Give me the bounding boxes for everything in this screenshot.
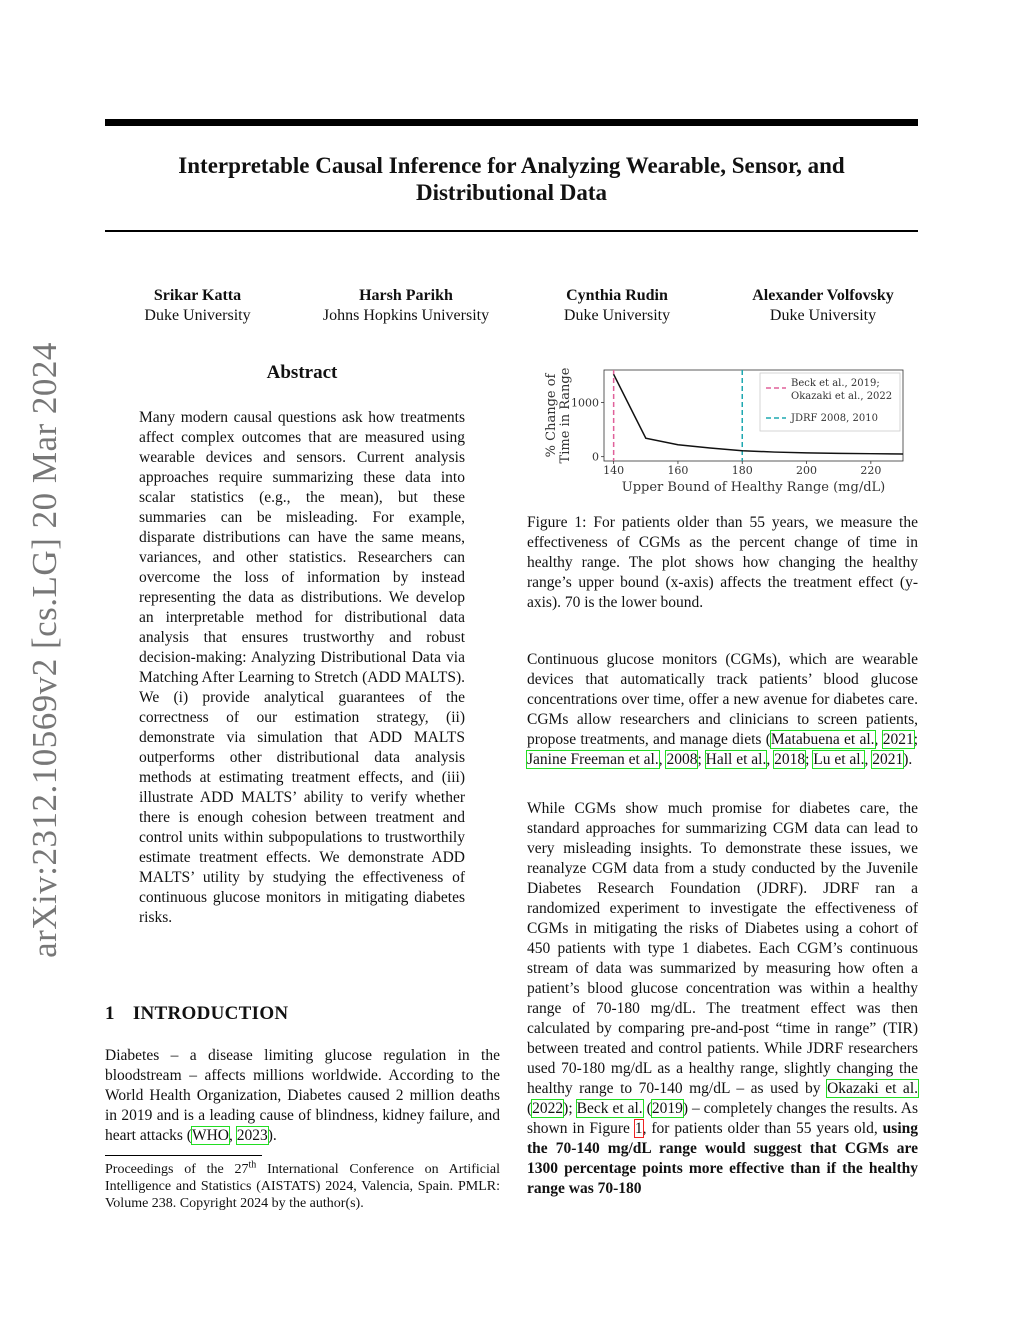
abstract-text: Many modern causal questions ask how treatments affect complex outcomes that are measured using wearable devices and sensors. Current analysis approaches require summarizing these data into scalar statistics (e.g., the mean), but these summaries can be misleading. For example, disparate distributions can have the same means, variances, and other statistics. Researchers can overcome the loss of information by instead representing the data as distributions. We develop an interpretable method for distributional data analysis that ensures trustworthy and robust decision-making: Analyzing Distributional Data via Matching After Learning to Stretch (ADD MALTS). We (i) provide analytical guarantees of the correctness of our estimation strategy, (ii) demonstrate via simulation that ADD MALTS outperforms other distributional data analysis methods at estimating treatment effects, and (iii) illustrate ADD MALTS’ ability to verify whether there is enough cohesion between treatment and control units within subpopulations to trustworthily estimate treatment effects. We demonstrate ADD MALTS’ utility by studying the effectiveness of continuous glucose monitors in mitigating diabetes risks.: [139, 409, 465, 926]
citation-freeman[interactable]: Janine Freeman et al.: [527, 751, 659, 768]
footnote-rule: [105, 1155, 262, 1156]
citation-freeman-year[interactable]: 2008: [666, 751, 698, 768]
legend-label: JDRF 2008, 2010: [791, 413, 878, 424]
author-1: Srikar Katta Duke University: [144, 287, 251, 324]
citation-okazaki[interactable]: Okazaki et al.: [827, 1080, 918, 1097]
author-2: Harsh Parikh Johns Hopkins University: [322, 287, 490, 324]
y-axis-label-line1: % Change of: [544, 373, 559, 458]
cgm-paragraph-2: While CGMs show much promise for diabetes care, the standard approaches for summarizing CGM data can lead to very misleading insights. To demonstrate these issues, we reanalyze CGM data from a study conducted by the Juvenile Diabetes Research Foundation (JDRF). JDRF ran a randomized experiment to investigate the effectiveness of CGMs in mitigating the risks of Diabetes using a cohort of 450 patients with type 1 diabetes. Each CGM’s continuous stream of data was summarized by measuring how often a patient’s blood glucose concentration was within a healthy range of 70-180 mg/dL. The treatment effect was then calculated by comparing pre-and-post “time in range” (TIR) between treated and control patients. While JDRF researchers used 70-180 mg/dL as a healthy range, slightly changing the healthy range to 70-140 mg/dL – as used by Okazaki et al. (2022); Beck et al. (2019) – completely changes the results. As shown in Figure 1, for patients older than 55 years old, using the 70-140 mg/dL range would suggest that CGMs are 1300 percentage points more effective than if the healthy range was 70-180: [527, 800, 919, 1197]
author-4: Alexander Volfovsky Duke University: [752, 287, 894, 324]
citation-beck-year[interactable]: 2019: [651, 1100, 683, 1117]
cgm-paragraph-1: Continuous glucose monitors (CGMs), which are wearable devices that automatically track patients’ blood glucose concentrations over time, offer a new avenue for diabetes care. CGMs allow researchers and clinicians to screen patients, propose treatments, and manage diets (Matabuena et al., 2021; Janine Freeman et al., 2008; Hall et al., 2018; Lu et al., 2021).: [527, 651, 918, 768]
legend-label: Okazaki et al., 2022: [791, 391, 893, 402]
introduction-text: Diabetes – a disease limiting glucose regulation in the bloodstream – affects millions worldwide. According to the World Health Organization, Diabetes caused 2 million deaths in 2019 and is a leading cause of blindness, kidney failure, and heart attacks (WHO, 2023).: [105, 1047, 500, 1144]
author-3: Cynthia Rudin Duke University: [563, 287, 671, 324]
citation-okazaki-year[interactable]: 2022: [532, 1100, 564, 1117]
citation-matabuena[interactable]: Matabuena et al.: [770, 731, 875, 748]
x-tick-label: 160: [667, 464, 689, 477]
legend-label: Beck et al., 2019;: [791, 378, 880, 389]
citation-lu[interactable]: Lu et al.: [813, 751, 865, 768]
paper-title: Interpretable Causal Inference for Analyzing Wearable, Sensor, and Distributional Data: [178, 153, 845, 205]
title-bottom-rule: [105, 230, 918, 232]
citation-matabuena-year[interactable]: 2021: [882, 731, 914, 748]
figure-1-caption: Figure 1: For patients older than 55 years, we measure the effectiveness of CGMs as the percent change of time in healthy range. The plot shows how changing the healthy range’s upper bound (x-axis) affects the treatment effect (y-axis). 70 is the lower bound.: [527, 514, 918, 611]
x-tick-label: 200: [796, 464, 818, 477]
bold-finding: using the 70-140 mg/dL range would suggest that CGMs are 1300 percentage points more effective than if the healthy range was 70-180: [527, 1120, 919, 1197]
citation-who-year[interactable]: 2023: [236, 1127, 268, 1144]
citation-lu-year[interactable]: 2021: [872, 751, 904, 768]
figure-reference[interactable]: 1: [634, 1120, 643, 1137]
footnote: Proceedings of the 27th International Conference on Artificial Intelligence and Statistics (AISTATS) 2024, Valencia, Spain. PMLR: Volume 238. Copyright 2024 by the author(s).: [105, 1159, 500, 1211]
y-tick-label: 1000: [571, 396, 599, 410]
x-tick-label: 180: [731, 464, 753, 477]
citation-beck[interactable]: Beck et al.: [576, 1100, 643, 1117]
citation-who[interactable]: WHO: [191, 1127, 229, 1144]
abstract-heading: Abstract: [266, 362, 338, 383]
x-tick-label: 140: [603, 464, 625, 477]
figure-1-chart: [527, 362, 918, 502]
x-tick-label: 220: [860, 464, 882, 477]
title-top-rule: [105, 119, 918, 126]
y-axis-label-line2: Time in Range: [558, 367, 573, 464]
y-tick-label: 0: [592, 450, 599, 464]
section-heading-introduction: 1 INTRODUCTION: [105, 1003, 289, 1024]
x-axis-label: Upper Bound of Healthy Range (mg/dL): [621, 480, 886, 495]
citation-hall[interactable]: Hall et al.: [705, 751, 767, 768]
citation-hall-year[interactable]: 2018: [774, 751, 806, 768]
